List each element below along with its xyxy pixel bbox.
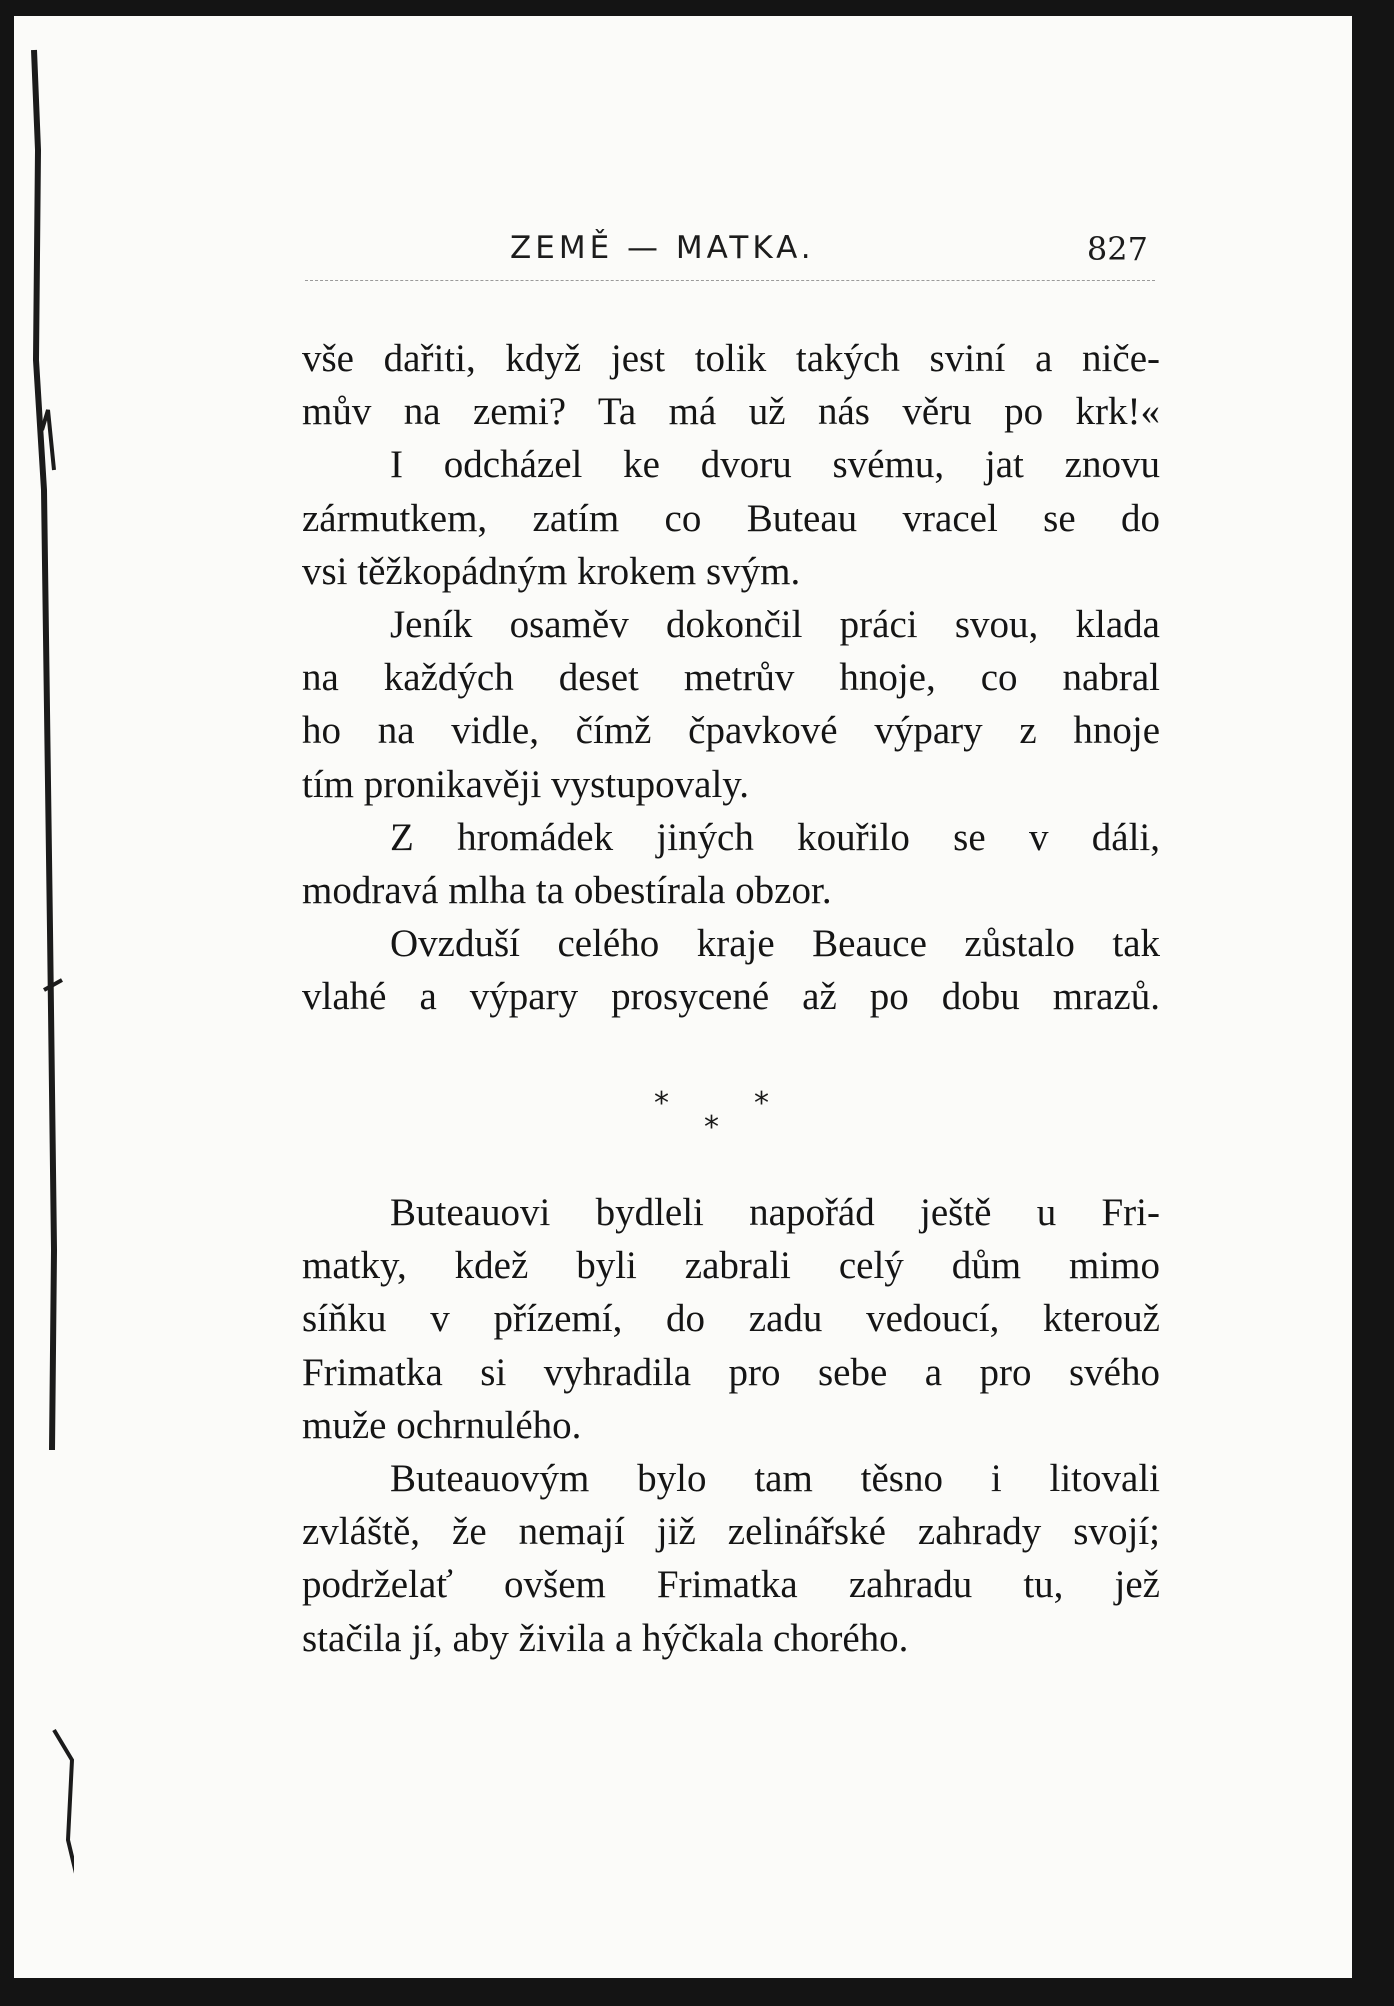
text-line: matky, kdež byli zabrali celý dům mimo: [302, 1244, 1160, 1288]
section-separator: [640, 1080, 820, 1160]
text-line: podrželať ovšem Frimatka zahradu tu, jež: [302, 1563, 1160, 1607]
header-rule: [305, 280, 1155, 281]
text-line: zvláště, že nemají již zelinářské zahrady svojí;: [302, 1510, 1160, 1554]
text-line: zármutkem, zatím co Buteau vracel se do: [302, 496, 1160, 540]
separator-asterisk: *: [654, 1086, 669, 1121]
text-line: na každých deset metrův hnoje, co nabral: [302, 656, 1160, 700]
text-line: vše dařiti, když jest tolik takých sviní a niče-: [302, 337, 1160, 380]
text-line: modravá mlha ta obestírala obzor.: [302, 868, 832, 912]
text-line: vsi těžkopádným krokem svým.: [302, 549, 801, 593]
page-number: 827: [1086, 230, 1148, 268]
text-line: tím pronikavěji vystupovaly.: [302, 762, 749, 806]
separator-asterisk: *: [754, 1086, 769, 1121]
text-block-2: [302, 1186, 1160, 1665]
separator-asterisk: *: [704, 1110, 719, 1145]
page-binding-edge: [14, 30, 74, 1970]
running-title: ZEMĚ — MATKA.: [510, 230, 815, 266]
text-line: Jeník osaměv dokončil práci svou, klada: [390, 602, 1160, 646]
text-line: Buteauovým bylo tam těsno i litovali: [390, 1456, 1160, 1500]
text-line: Ovzduší celého kraje Beauce zůstalo tak: [390, 922, 1160, 966]
text-line: Z hromádek jiných kouřilo se v dáli,: [390, 815, 1160, 859]
text-line: vlahé a výpary prosycené až po dobu mrazů.: [302, 975, 1160, 1019]
text-line: Frimatka si vyhradila pro sebe a pro svého: [302, 1350, 1160, 1394]
text-block-1: [302, 332, 1160, 1023]
text-line: síňku v přízemí, do zadu vedoucí, kterouž: [302, 1297, 1160, 1341]
text-line: stačila jí, aby živila a hýčkala chorého.: [302, 1616, 909, 1660]
text-line: Buteauovi bydleli napořád ještě u Fri-: [390, 1191, 1160, 1234]
text-line: mův na zemi? Ta má už nás věru po krk!«: [302, 390, 1160, 434]
running-head: [300, 222, 1160, 272]
text-line: I odcházel ke dvoru svému, jat znovu: [390, 443, 1160, 487]
text-line: ho na vidle, čímž čpavkové výpary z hnoje: [302, 709, 1160, 753]
text-line: muže ochrnulého.: [302, 1403, 582, 1447]
